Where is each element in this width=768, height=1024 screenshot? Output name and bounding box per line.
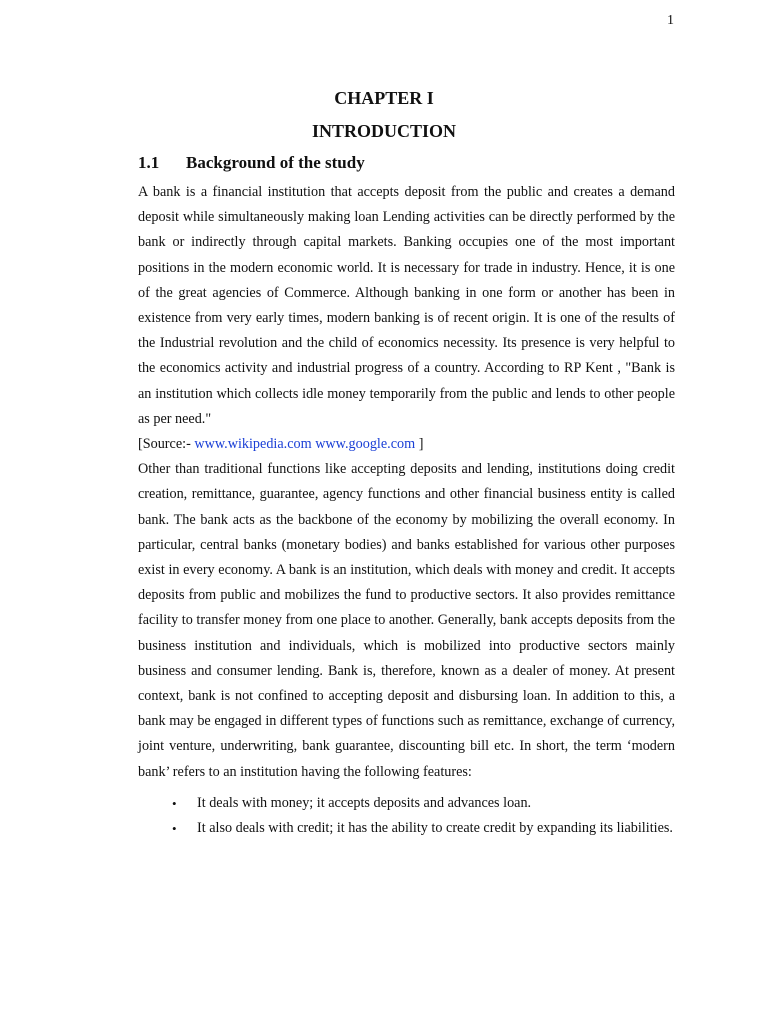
section-title: Background of the study (186, 153, 365, 172)
source-link-wikipedia[interactable]: www.wikipedia.com (194, 436, 312, 453)
source-citation (138, 432, 675, 457)
page-number: 1 (667, 13, 674, 28)
section-heading (138, 153, 365, 173)
section-number: 1.1 (138, 153, 160, 172)
bullet-icon: • (172, 795, 177, 811)
source-link-google[interactable]: www.google.com (315, 436, 416, 453)
paragraph-bank-functions: Other than traditional functions like accepting deposits and lending, institutions doing credit creation, remittance, guarantee, agency functions and other financial business entity is called bank. The bank acts as the backbone of the economy by mobilizing the overall economy. In particular, central banks (monetary bodies) and banks established for various other purposes exist in every economy. A bank is an institution, which deals with money and credit. It accepts deposits from public and mobilizes the fund to productive sectors. It also provides remittance facility to transfer money from one place to another. Generally, bank accepts deposits from the business institution and individuals, which is mobilized into productive sectors mainly business and consumer lending. Bank is, therefore, known as a dealer of money. At present context, bank is not confined to accepting deposit and disbursing loan. In addition to this, a bank may be engaged in different types of functions such as remittance, exchange of currency, joint venture, underwriting, bank guarantee, discounting bill etc. In short, the term ‘modern bank’ refers to an institution having the following features: (138, 461, 675, 780)
chapter-heading: CHAPTER I (334, 88, 434, 108)
body-text (138, 180, 675, 841)
chapter-title: INTRODUCTION (311, 121, 457, 141)
list-item-text: It deals with money; it accepts deposits and advances loan. (197, 794, 532, 811)
list-item (138, 791, 675, 816)
list-item-text: It also deals with credit; it has the ability to create credit by expanding its liabilities. (197, 820, 673, 837)
list-item (138, 816, 675, 841)
bullet-icon: • (172, 821, 177, 837)
source-suffix: ] (415, 436, 424, 453)
paragraph-bank-definition: A bank is a financial institution that accepts deposit from the public and creates a demand deposit while simultaneously making loan Lending activities can be directly performed by the bank or indirectly through capital markets. Banking occupies one of the most important positions in the modern economic world. It is necessary for trade in industry. Hence, it is one of the great agencies of Commerce. Although banking in one form or another has been in existence from very early times, modern banking is of recent origin. It is one of the results of the Industrial revolution and the child of economics necessity. Its presence is very helpful to the economics activity and industrial progress of a country. According to RP Kent , "Bank is an institution which collects idle money temporarily from the public and lends to other people as per need." (138, 184, 675, 427)
feature-list (138, 791, 675, 841)
source-prefix: [Source:- (138, 436, 195, 453)
